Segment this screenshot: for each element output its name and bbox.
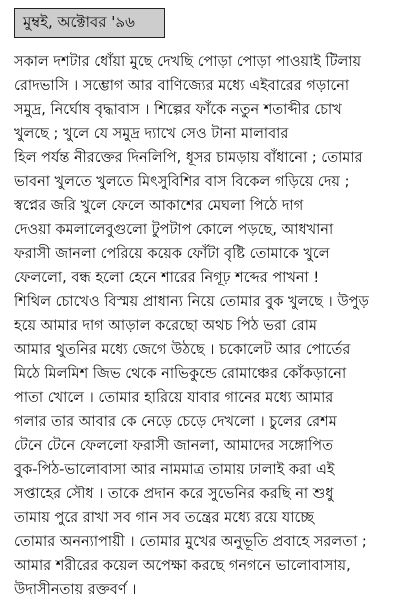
text-line: তামায় পুরে রাখা সব গান সব তন্ত্রের মধ্যে রয়ে যাচ্ছে — [14, 510, 314, 526]
text-line: সপ্তাহের সৌধ । তাকে প্রদান করে সুভেনির করছি না শুধু — [14, 486, 334, 502]
text-line: ভাবনা খুলতে খুলতে মিৎসুবিশির বাস বিকেল গড়িয়ে দেয় ; — [14, 174, 350, 190]
text-line: খুলছে ; খুলে যে সমুদ্র দ্যাখে সেও টানা মালাবার — [14, 126, 289, 142]
text-line: মিঠে মিলমিশ জিভ থেকে নাভিকুন্ডে রোমাঞ্চের কোঁকড়ানো — [14, 366, 347, 382]
body-text — [14, 50, 396, 602]
text-line: দেওয়া কমলালেবুগুলো টুপটাপ কোলে পড়ছে, আধখানা — [14, 222, 334, 238]
text-line: স্বপ্নের জরি খুলে ফেলে আকাশের মেঘলা পিঠে দাগ — [14, 198, 304, 214]
text-line: শিথিল চোখেও বিস্ময় প্রাধান্য নিয়ে তোমার বুক খুলছে । উপুড় — [14, 294, 369, 310]
text-line: টেনে টেনে ফেললো ফরাসী জানলা, আমাদের সঙ্গোপিত — [14, 438, 333, 454]
text-line: পাতা খোলে । তোমার হারিয়ে যাবার গানের মধ্যে আমার — [14, 390, 334, 406]
text-line: হিল পর্যন্ত নীরক্তের দিনলিপি, ধূসর চামড়ায় বাঁধানো ; তোমার — [14, 150, 363, 166]
text-line: গলার তার আবার কে নেড়ে চেড়ে দেখলো । চুলের রেশম — [14, 414, 337, 430]
text-line: তোমার অনন্যাপায়ী । তোমার মুখের অনুভূতি প্রবাহে সরলতা ; — [14, 534, 367, 550]
text-line: সকাল দশটার ধোঁয়া মুছে দেখছি পোড়া পোড়া পাওয়াই টিলায় — [14, 54, 362, 70]
text-line: উদাসীনতায় রক্তবর্ণ । — [14, 582, 137, 598]
text-line: হয়ে আমার দাগ আড়াল করেছো অথচ পিঠ ভরা রোম — [14, 318, 317, 334]
text-line: আমার শরীরের কয়েল অপেক্ষা করছে গনগনে ভালোবাসায়, — [14, 558, 351, 574]
text-line: ফেললো, বন্ধ হলো হেনে শারের নিগূঢ় শব্দের পাখনা ! — [14, 270, 320, 286]
text-line: রোদভাসি । সম্ভোগ আর বাণিজ্যের মধ্যে এইবারের গড়ানো — [14, 78, 350, 94]
text-line: বুক-পিঠ-ভালোবাসা আর নামমাত্র তামায় ঢালাই করা এই — [14, 462, 335, 478]
header-title: মুম্বই, অক্টোবর '৯৬ — [23, 12, 135, 31]
page-header — [14, 8, 165, 38]
text-line: আমার থুতনির মধ্যে জেগে উঠছে । চকোলেট আর পোর্তের — [14, 342, 351, 358]
text-line: ফরাসী জানলা পেরিয়ে কয়েক ফোঁটা বৃষ্টি তোমাকে খুলে — [14, 246, 330, 262]
text-line: সমুদ্র, নির্ঘোষ বৃদ্ধাবাস । শিল্পের ফাঁকে নতুন শতাব্দীর চোখ — [14, 102, 342, 118]
